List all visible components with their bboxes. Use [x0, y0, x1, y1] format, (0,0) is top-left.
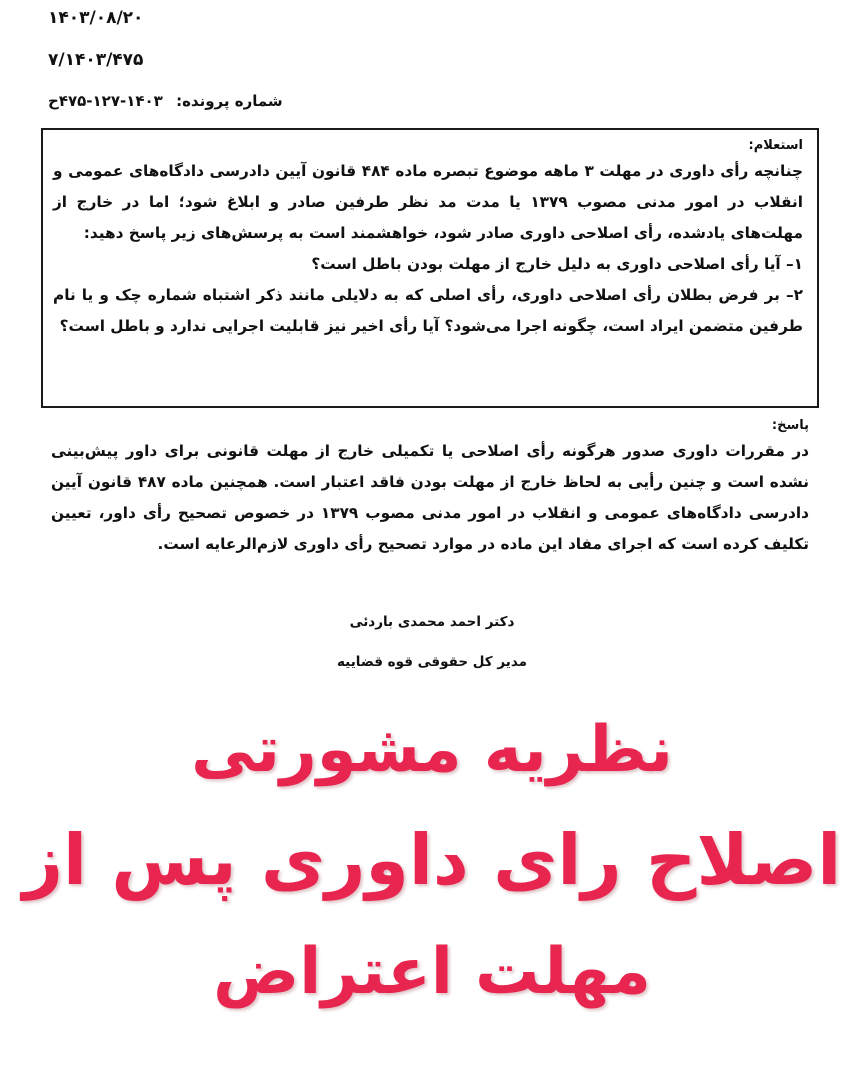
answer-text: در مقررات داوری صدور هرگونه رأی اصلاحی یا تکمیلی خارج از مهلت قانونی برای داور پیش‌بینی نشده است و چنین رأیی به لحاظ خارج از مهلت بودن فاقد اعتبار است. همچنین ماده ۴۸۷ قانون آیین دادرسی دادگاه‌های عمومی و انقلاب در امور مدنی مصوب ۱۳۷۹ در خصوص تصحیح رأی داور، تعیین تکلیف کرده است که اجرای مفاد این ماده در موارد تصحیح رأی داوری لازم‌الرعایه است.: [51, 442, 810, 553]
file-number-label: شماره پرونده:: [176, 92, 283, 110]
inquiry-question-2: ۲– بر فرض بطلان رأی اصلاحی داوری، رأی اصلی که به دلایلی مانند ذکر اشتباه شماره چک و یا نام طرفین متضمن ایراد است، چگونه اجرا می‌شود؟ آیا رأی اخیر نیز قابلیت اجرایی ندارد و باطل است؟: [53, 286, 803, 335]
inquiry-heading: استعلام:: [748, 138, 803, 153]
headline-line-3: مهلت اعتراض: [213, 935, 651, 1009]
file-number-value: ۱۴۰۳-۱۲۷-۴۷۵ح: [48, 92, 163, 110]
inquiry-box: [41, 128, 819, 408]
answer-section: [41, 416, 819, 560]
inquiry-question-1: ۱– آیا رأی اصلاحی داوری به دلیل خارج از مهلت بودن باطل است؟: [311, 255, 803, 273]
headline-line-1: نظریه مشورتی: [191, 713, 673, 787]
headline-line-2: اصلاح رای داوری پس از: [22, 819, 842, 901]
file-number-line: [48, 92, 283, 110]
answer-heading: پاسخ:: [771, 418, 809, 433]
signatory-name: دکتر احمد محمدی باردئی: [349, 614, 515, 630]
signatory-title: مدیر کل حقوقی قوه قضاییه: [337, 654, 527, 670]
letter-number: ۷/۱۴۰۳/۴۷۵: [48, 50, 144, 70]
letter-date: ۱۴۰۳/۰۸/۲۰: [48, 8, 144, 28]
inquiry-paragraph: چنانچه رأی داوری در مهلت ۳ ماهه موضوع تبصره ماده ۴۸۴ قانون آیین دادرسی دادگاه‌های عمومی و انقلاب در امور مدنی مصوب ۱۳۷۹ یا مدت مد نظر طرفین صادر و ابلاغ شود؛ اما در خارج از مهلت‌های یادشده، رأی اصلاحی داوری صادر شود، خواهشمند است به پرسش‌های زیر پاسخ دهید:: [53, 162, 804, 242]
